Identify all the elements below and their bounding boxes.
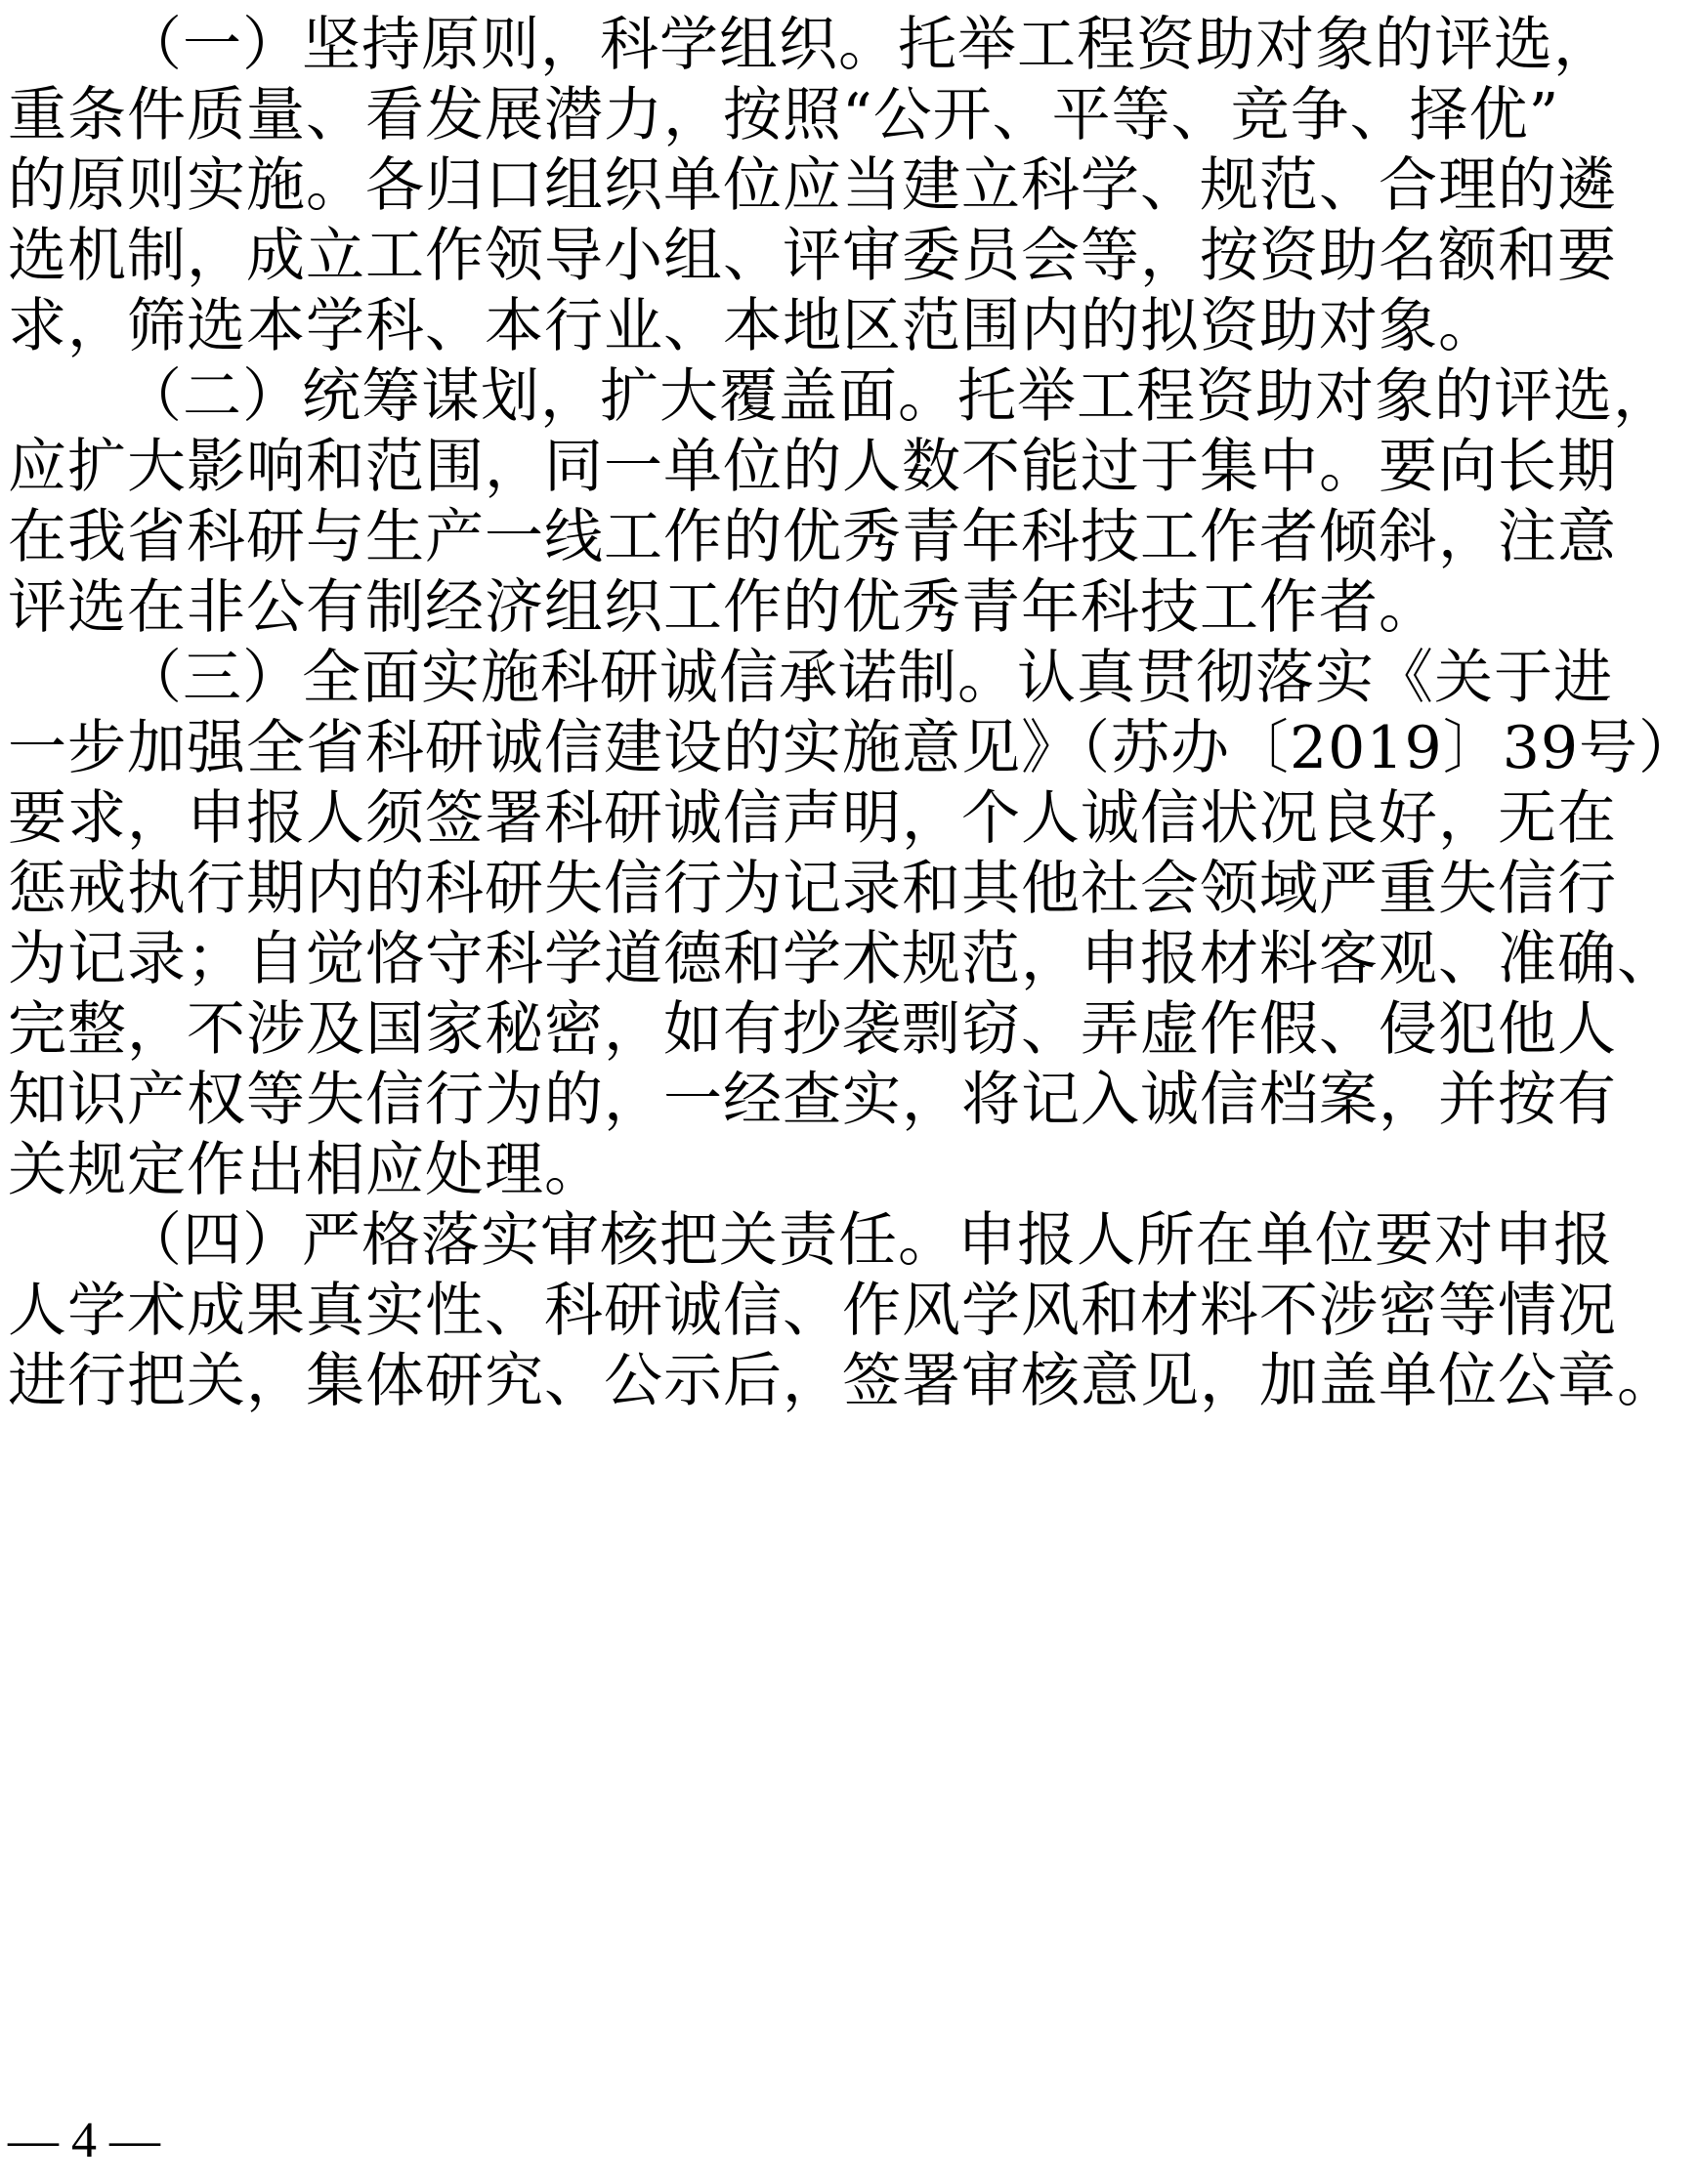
paragraph-line: 要求，申报人须签署科研诚信声明，个人诚信状况良好，无在 xyxy=(8,784,1617,853)
paragraph-line: 选机制，成立工作领导小组、评审委员会等，按资助名额和要 xyxy=(8,222,1617,290)
paragraph-line: 关规定作出相应处理。 xyxy=(8,1136,604,1204)
paragraph-line: 进行把关，集体研究、公示后，签署审核意见，加盖单位公章。 xyxy=(8,1347,1677,1415)
paragraph-line: （一）坚持原则，科学组织。托举工程资助对象的评选， xyxy=(123,11,1613,79)
paragraph-line: （四）严格落实审核把关责任。申报人所在单位要对申报 xyxy=(123,1206,1613,1275)
paragraph-line: 的原则实施。各归口组织单位应当建立科学、规范、合理的遴 xyxy=(8,151,1617,220)
page-number: — 4 — xyxy=(8,2113,160,2168)
paragraph-line: 人学术成果真实性、科研诚信、作风学风和材料不涉密等情况 xyxy=(8,1277,1617,1345)
paragraph-line: 为记录；自觉恪守科学道德和学术规范，申报材料客观、准确、 xyxy=(8,925,1677,993)
paragraph-line: 求，筛选本学科、本行业、本地区范围内的拟资助对象。 xyxy=(8,292,1498,360)
paragraph-line: 完整，不涉及国家秘密，如有抄袭剽窃、弄虚作假、侵犯他人 xyxy=(8,995,1617,1064)
paragraph-line: 应扩大影响和范围，同一单位的人数不能过于集中。要向长期 xyxy=(8,433,1617,501)
paragraph-line: 一步加强全省科研诚信建设的实施意见》（苏办〔2019〕39号） xyxy=(8,714,1698,782)
paragraph-line: （二）统筹谋划，扩大覆盖面。托举工程资助对象的评选， xyxy=(123,362,1673,431)
paragraph-line: 在我省科研与生产一线工作的优秀青年科技工作者倾斜，注意 xyxy=(8,503,1617,571)
paragraph-line: （三）全面实施科研诚信承诺制。认真贯彻落实《关于进 xyxy=(123,644,1613,712)
paragraph-line: 重条件质量、看发展潜力，按照“公开、平等、竞争、择优” xyxy=(8,81,1560,149)
paragraph-line: 惩戒执行期内的科研失信行为记录和其他社会领域严重失信行 xyxy=(8,855,1617,923)
paragraph-line: 评选在非公有制经济组织工作的优秀青年科技工作者。 xyxy=(8,573,1438,642)
paragraph-line: 知识产权等失信行为的，一经查实，将记入诚信档案，并按有 xyxy=(8,1066,1617,1134)
